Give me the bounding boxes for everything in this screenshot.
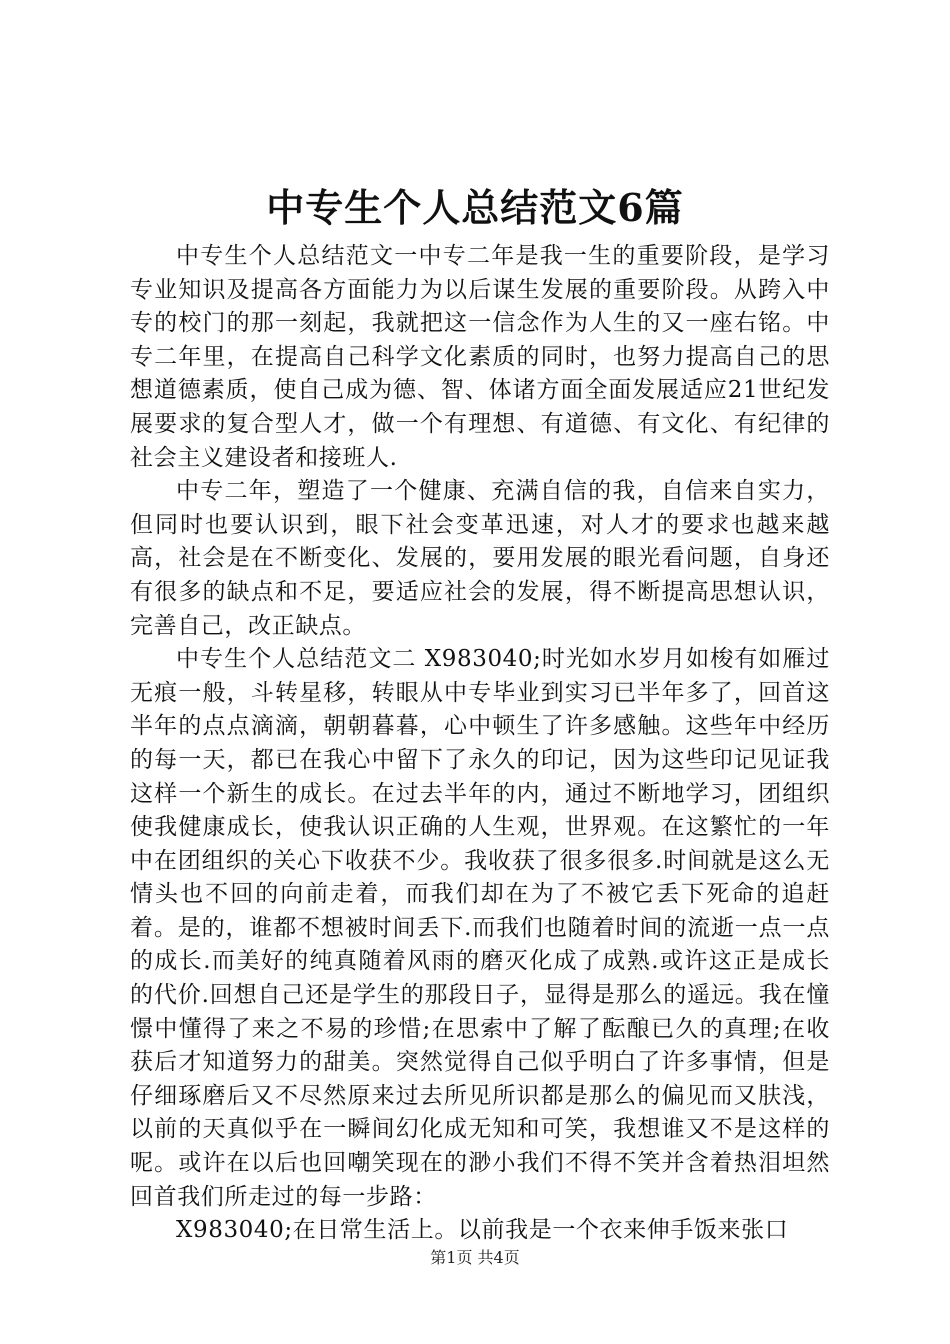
paragraph: 中专生个人总结范文一中专二年是我一生的重要阶段，是学习专业知识及提高各方面能力为以后谋生发展的重要阶段。从跨入中专的校门的那一刻起，我就把这一信念作为人生的又一座右铭。中专二年里，在提高自己科学文化素质的同时，也努力提高自己的思想道德素质，使自己成为德、智、体诸方面全面发展适应21世纪发展要求的复合型人才，做一个有理想、有道德、有文化、有纪律的社会主义建设者和接班人. — [130, 243, 830, 471]
paragraph: 中专二年，塑造了一个健康、充满自信的我，自信来自实力，但同时也要认识到，眼下社会变革迅速，对人才的要求也越来越高，社会是在不断变化、发展的，要用发展的眼光看问题，自身还有很多的缺点和不足，要适应社会的发展，得不断提高思想认识，完善自己，改正缺点。 — [130, 478, 830, 639]
paragraph: X983040;在日常生活上。以前我是一个衣来伸手饭来张口 — [176, 1217, 789, 1244]
document-body — [130, 240, 830, 1248]
page-footer: 第1页 共4页 — [430, 1248, 520, 1267]
paragraph: 中专生个人总结范文二 X983040;时光如水岁月如梭有如雁过无痕一般，斗转星移，转眼从中专毕业到实习已半年多了，回首这半年的点点滴滴，朝朝暮暮，心中顿生了许多感触。这些年中经历的每一天，都已在我心中留下了永久的印记，因为这些印记见证我这样一个新生的成长。在过去半年的内，通过不断地学习，团组织使我健康成长，使我认识正确的人生观，世界观。在这繁忙的一年中在团组织的关心下收获不少。我收获了很多很多.时间就是这么无情头也不回的向前走着，而我们却在为了不被它丢下死命的追赶着。是的，谁都不想被时间丢下.而我们也随着时间的流逝一点一点的成长.而美好的纯真随着风雨的磨灭化成了成熟.或许这正是成长的代价.回想自己还是学生的那段日子，显得是那么的遥远。我在憧憬中懂得了来之不易的珍惜;在思索中了解了酝酿已久的真理;在收获后才知道努力的甜美。突然觉得自己似乎明白了许多事情，但是仔细琢磨后又不尽然原来过去所见所识都是那么的偏见而又肤浅，以前的天真似乎在一瞬间幻化成无知和可笑，我想谁又不是这样的呢。或许在以后也回嘲笑现在的渺小我们不得不笑并含着热泪坦然回首我们所走过的每一步路： — [130, 646, 830, 1210]
document-title: 中专生个人总结范文6篇 — [266, 185, 684, 230]
